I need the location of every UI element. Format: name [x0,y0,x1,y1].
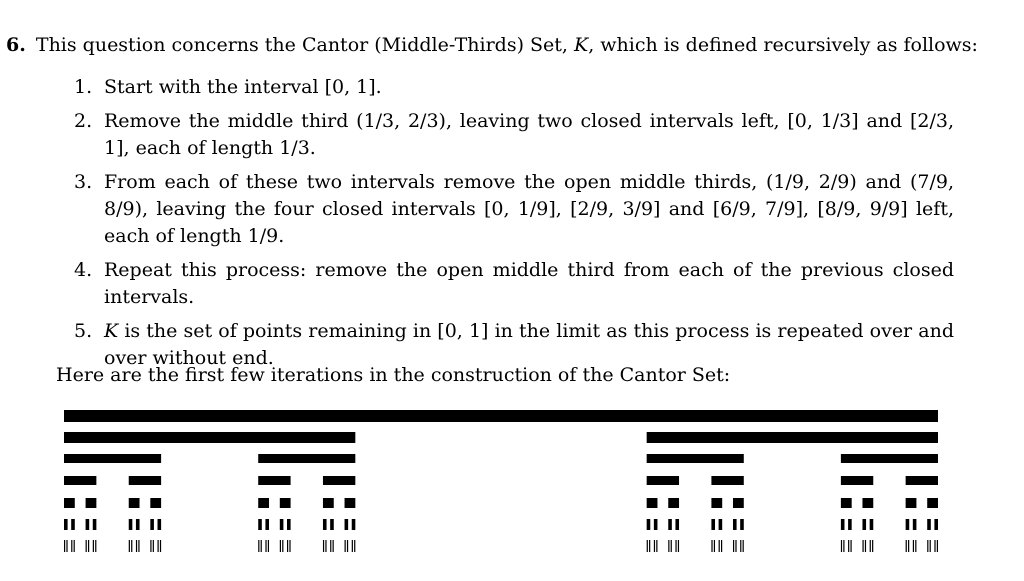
cantor-interval-bar [841,454,938,463]
cantor-interval-bar [345,498,356,508]
step-text: From each of these two intervals remove the open middle thirds, (1/9, 2/9) and (7/9, 8/9), leaving the four closed intervals [0, 1/9], [2/9, 3/9] and [6/9, 7/9], [8/9, 9/9] left, each of length 1/9. [104,171,954,247]
cantor-interval-bar [66,540,67,552]
cantor-interval-bar [71,540,72,552]
cantor-interval-bar [261,540,262,552]
cantor-interval-bar [743,540,744,552]
cantor-interval-bar [93,519,97,530]
cantor-interval-bar [323,519,327,530]
cantor-interval-bar [280,540,281,552]
cantor-interval-bar [647,454,744,463]
step-text: Start with the interval [0, 1]. [104,76,382,98]
cantor-interval-bar [937,540,938,552]
cantor-interval-bar [86,519,90,530]
cantor-interval-bar [136,540,137,552]
cantor-interval-bar [733,519,737,530]
cantor-interval-bar [352,519,356,530]
cantor-interval-bar [265,519,269,530]
cantor-interval-bar [848,519,852,530]
cantor-interval-bar [862,540,863,552]
cantor-interval-bar [138,540,139,552]
cantor-interval-bar [915,540,916,552]
cantor-interval-bar [647,540,648,552]
cantor-interval-bar [345,519,349,530]
cantor-interval-bar [287,540,288,552]
cantor-interval-bar [649,540,650,552]
cantor-interval-bar [287,519,291,530]
list-item [74,169,954,250]
cantor-interval-bar [158,519,162,530]
cantor-interval-bar [330,540,331,552]
cantor-interval-bar [647,476,679,485]
question-header [6,32,1016,59]
step-text: is the set of points remaining in [0, 1] in the limit as this process is repeated over and over without end. [104,320,954,369]
cantor-interval-bar [258,519,262,530]
cantor-interval-bar [930,540,931,552]
cantor-interval-bar [654,519,658,530]
cantor-interval-bar [711,540,712,552]
cantor-interval-bar [258,498,269,508]
cantor-interval-bar [841,498,852,508]
cantor-interval-bar [345,540,346,552]
cantor-interval-bar [647,519,651,530]
cantor-interval-bar [733,498,744,508]
cantor-interval-bar [323,498,334,508]
cantor-interval-bar [323,476,355,485]
cantor-interval-bar [711,498,722,508]
cantor-interval-bar [64,432,355,443]
cantor-interval-bar [848,540,849,552]
cantor-interval-bar [841,540,842,552]
step-number: 3. [74,171,93,193]
cantor-interval-bar [64,476,96,485]
cantor-interval-bar [74,540,75,552]
cantor-interval-bar [352,540,353,552]
cantor-interval-bar [647,498,658,508]
cantor-interval-bar [865,540,866,552]
cantor-interval-bar [150,498,161,508]
cantor-interval-bar [740,540,741,552]
cantor-interval-bar [280,498,291,508]
cantor-interval-bar [675,540,676,552]
step-number: 1. [74,76,93,98]
list-item [74,257,954,311]
cantor-interval-bar [323,540,324,552]
cantor-interval-bar [88,540,89,552]
cantor-interval-bar [668,519,672,530]
step-text: Remove the middle third (1/3, 2/3), leaving two closed intervals left, [0, 1/3] and [2/3, 1], each of length 1/3. [104,110,954,159]
set-symbol: K [574,34,589,56]
cantor-set-figure [0,400,1024,570]
cantor-interval-bar [265,540,266,552]
cantor-interval-bar [908,540,909,552]
cantor-interval-bar [647,432,938,443]
cantor-interval-bar [740,519,744,530]
cantor-interval-bar [714,540,715,552]
cantor-interval-bar [678,540,679,552]
cantor-interval-bar [668,498,679,508]
cantor-interval-bar [258,540,259,552]
steps-list [74,74,954,379]
cantor-interval-bar [841,519,845,530]
cantor-interval-bar [668,540,669,552]
cantor-interval-bar [841,476,873,485]
cantor-interval-bar [95,540,96,552]
cantor-interval-bar [129,540,130,552]
cantor-interval-bar [64,519,68,530]
cantor-interval-bar [733,540,734,552]
cantor-interval-bar [150,540,151,552]
cantor-interval-bar [71,519,75,530]
cantor-interval-bar [86,540,87,552]
cantor-interval-bar [872,540,873,552]
cantor-interval-bar [850,540,851,552]
cantor-interval-bar [280,519,284,530]
cantor-interval-bar [158,540,159,552]
cantor-interval-bar [862,498,873,508]
cantor-interval-bar [131,540,132,552]
cantor-interval-bar [913,540,914,552]
list-item [74,74,954,101]
question-text-after: , which is defined recursively as follows: [588,34,978,56]
cantor-interval-bar [129,476,161,485]
cantor-interval-bar [906,540,907,552]
cantor-interval-bar [330,519,334,530]
cantor-interval-bar [906,498,917,508]
list-item [74,108,954,162]
cantor-interval-bar [927,519,931,530]
cantor-interval-bar [654,540,655,552]
cantor-interval-bar [93,540,94,552]
set-symbol: K [104,320,119,342]
cantor-interval-bar [735,540,736,552]
cantor-interval-bar [347,540,348,552]
cantor-interval-bar [150,519,154,530]
cantor-interval-bar [675,519,679,530]
question-text-before: This question concerns the Cantor (Middle-Thirds) Set, [35,34,568,56]
cantor-interval-bar [258,454,355,463]
cantor-interval-bar [64,454,161,463]
cantor-interval-bar [934,519,938,530]
cantor-interval-bar [258,476,290,485]
cantor-interval-bar [268,540,269,552]
cantor-interval-bar [153,540,154,552]
step-number: 4. [74,259,93,281]
figure-intro: Here are the first few iterations in the construction of the Cantor Set: [56,364,731,386]
cantor-interval-bar [289,540,290,552]
cantor-interval-bar [64,540,65,552]
cantor-interval-bar [913,519,917,530]
cantor-interval-bar [333,540,334,552]
step-number: 2. [74,110,93,132]
cantor-interval-bar [129,498,140,508]
cantor-interval-bar [86,498,97,508]
cantor-interval-bar [671,540,672,552]
cantor-interval-bar [354,540,355,552]
cantor-interval-bar [136,519,140,530]
cantor-interval-bar [906,519,910,530]
cantor-interval-bar [906,476,938,485]
cantor-interval-bar [843,540,844,552]
cantor-interval-bar [160,540,161,552]
cantor-interval-bar [721,540,722,552]
step-number: 5. [74,320,93,342]
cantor-interval-bar [927,498,938,508]
cantor-interval-bar [870,519,874,530]
cantor-interval-bar [325,540,326,552]
question-number: 6. [6,34,26,56]
cantor-interval-bar [870,540,871,552]
cantor-interval-bar [64,410,938,422]
cantor-interval-bar [862,519,866,530]
cantor-interval-bar [282,540,283,552]
cantor-interval-bar [711,476,743,485]
cantor-interval-bar [934,540,935,552]
step-text: Repeat this process: remove the open middle third from each of the previous closed intervals. [104,259,954,308]
cantor-interval-bar [64,498,75,508]
cantor-interval-bar [129,519,133,530]
cantor-interval-bar [656,540,657,552]
cantor-interval-bar [711,519,715,530]
cantor-interval-bar [719,519,723,530]
cantor-interval-bar [719,540,720,552]
cantor-interval-bar [927,540,928,552]
